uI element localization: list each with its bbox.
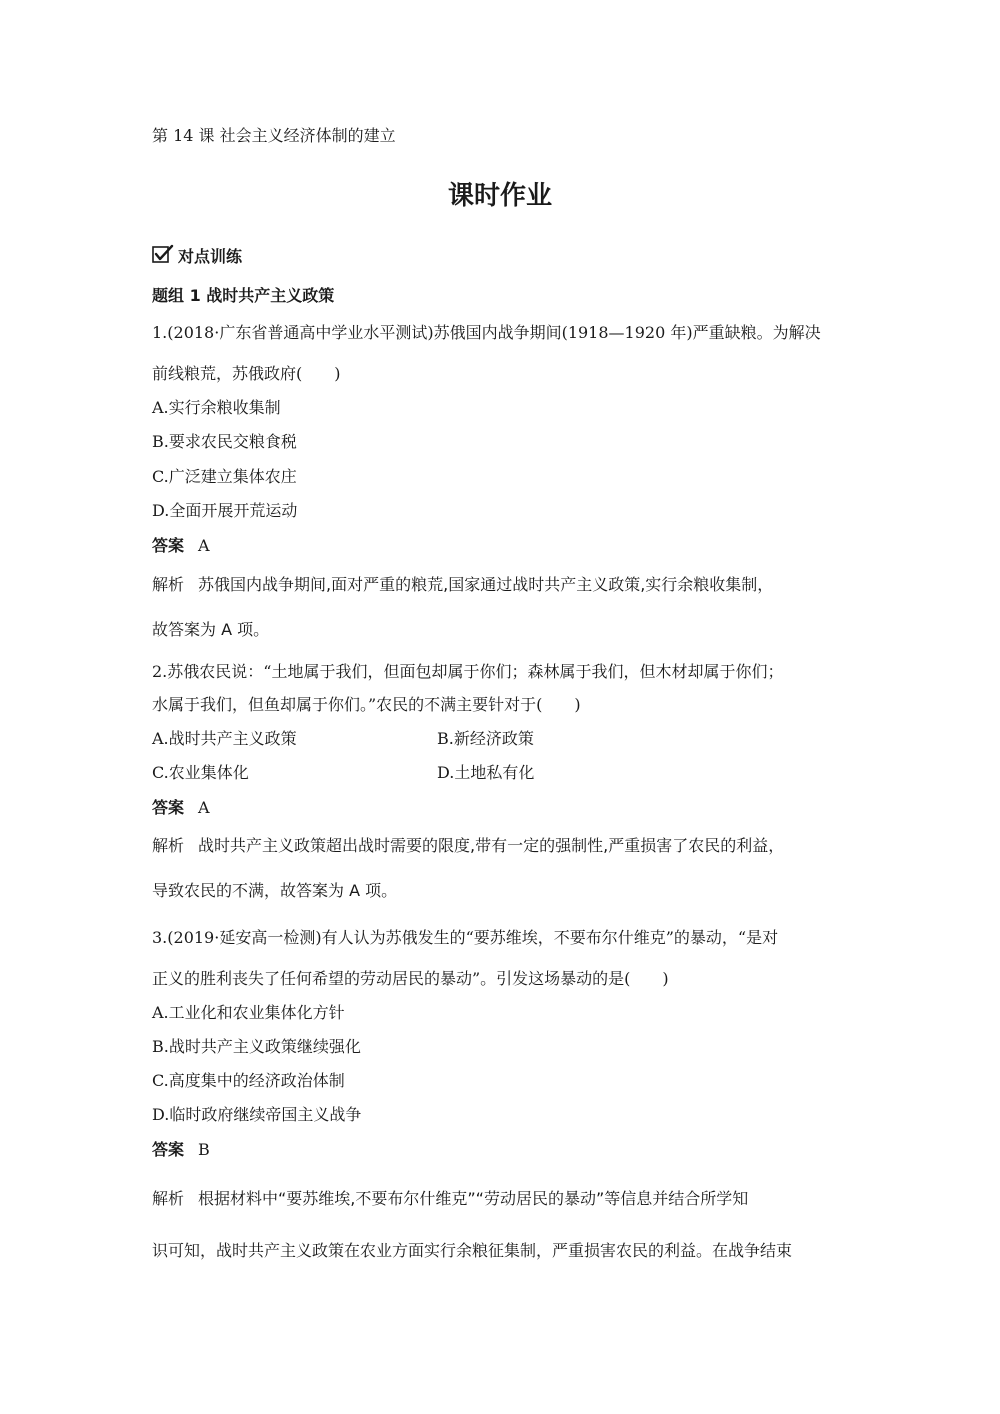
q1-stem-line1 xyxy=(152,323,821,343)
q1-analysis-line1 xyxy=(152,575,773,595)
q2-analysis-line2: 导致农民的不满，故答案为 A 项。 xyxy=(152,881,398,900)
q2-analysis-line1 xyxy=(152,836,784,856)
q3-option-d: D.临时政府继续帝国主义战争 xyxy=(152,1105,362,1124)
q2-option-c: C.农业集体化 xyxy=(152,763,249,782)
q3-option-a: A.工业化和农业集体化方针 xyxy=(152,1003,345,1022)
q2-option-b: B.新经济政策 xyxy=(437,729,534,748)
analysis-label: 解析 xyxy=(152,836,185,855)
analysis-text: 根据材料中“要苏维埃,不要布尔什维克”“劳动居民的暴动”等信息并结合所学知 xyxy=(198,1189,749,1208)
answer-value: A xyxy=(198,798,210,817)
page-title: 课时作业 xyxy=(447,181,552,211)
q1-answer xyxy=(152,536,210,556)
answer-label: 答案 xyxy=(152,536,185,555)
q3-option-b: B.战时共产主义政策继续强化 xyxy=(152,1037,361,1056)
q1-stem-rest: )苏俄国内战争期间(1918—1920 年)严重缺粮。为解决 xyxy=(427,323,821,342)
q3-stem-line2: 正义的胜利丧失了任何希望的劳动居民的暴动”。引发这场暴动的是( ) xyxy=(152,969,669,988)
analysis-text: 苏俄国内战争期间,面对严重的粮荒,国家通过战时共产主义政策,实行余粮收集制， xyxy=(198,575,774,594)
q2-stem-line2: 水属于我们，但鱼却属于你们。”农民的不满主要针对于( ) xyxy=(152,695,581,714)
q1-analysis-line2: 故答案为 A 项。 xyxy=(152,620,270,639)
q1-prefix: 1.(2018· xyxy=(152,323,220,342)
q3-answer xyxy=(152,1140,210,1160)
q2-option-d: D.土地私有化 xyxy=(437,763,535,782)
q1-option-a: A.实行余粮收集制 xyxy=(152,398,281,417)
analysis-label: 解析 xyxy=(152,575,185,594)
q3-stem-line1 xyxy=(152,928,778,948)
checkbox-icon xyxy=(152,244,174,269)
q1-source: 广东省普通高中学业水平测试 xyxy=(219,323,428,342)
q2-answer xyxy=(152,798,210,818)
q3-analysis-line1 xyxy=(152,1189,748,1209)
analysis-label: 解析 xyxy=(152,1189,185,1208)
answer-value: A xyxy=(198,536,210,555)
section-label: 对点训练 xyxy=(178,246,243,266)
q2-option-a: A.战时共产主义政策 xyxy=(152,729,297,748)
q1-stem-line2: 前线粮荒，苏俄政府( ) xyxy=(152,364,341,383)
q2-stem-line1: 2.苏俄农民说：“土地属于我们，但面包却属于你们；森林属于我们，但木材却属于你们； xyxy=(152,662,784,681)
section-header xyxy=(152,244,242,269)
analysis-text: 战时共产主义政策超出战时需要的限度,带有一定的强制性,严重损害了农民的利益， xyxy=(198,836,785,855)
answer-label: 答案 xyxy=(152,798,185,817)
lesson-title: 第 14 课 社会主义经济体制的建立 xyxy=(152,126,396,145)
q1-option-d: D.全面开展开荒运动 xyxy=(152,501,298,520)
answer-label: 答案 xyxy=(152,1140,185,1159)
q3-prefix: 3.(2019· xyxy=(152,928,220,947)
q1-option-c: C.广泛建立集体农庄 xyxy=(152,467,297,486)
answer-value: B xyxy=(198,1140,210,1159)
q3-option-c: C.高度集中的经济政治体制 xyxy=(152,1071,345,1090)
q3-stem-rest: )有人认为苏俄发生的“要苏维埃，不要布尔什维克”的暴动，“是对 xyxy=(315,928,779,947)
q1-option-b: B.要求农民交粮食税 xyxy=(152,432,297,451)
group-title: 题组 1 战时共产主义政策 xyxy=(152,286,335,305)
q3-source: 延安高一检测 xyxy=(219,928,316,947)
q3-analysis-line2: 识可知，战时共产主义政策在农业方面实行余粮征集制，严重损害农民的利益。在战争结束 xyxy=(152,1241,793,1260)
